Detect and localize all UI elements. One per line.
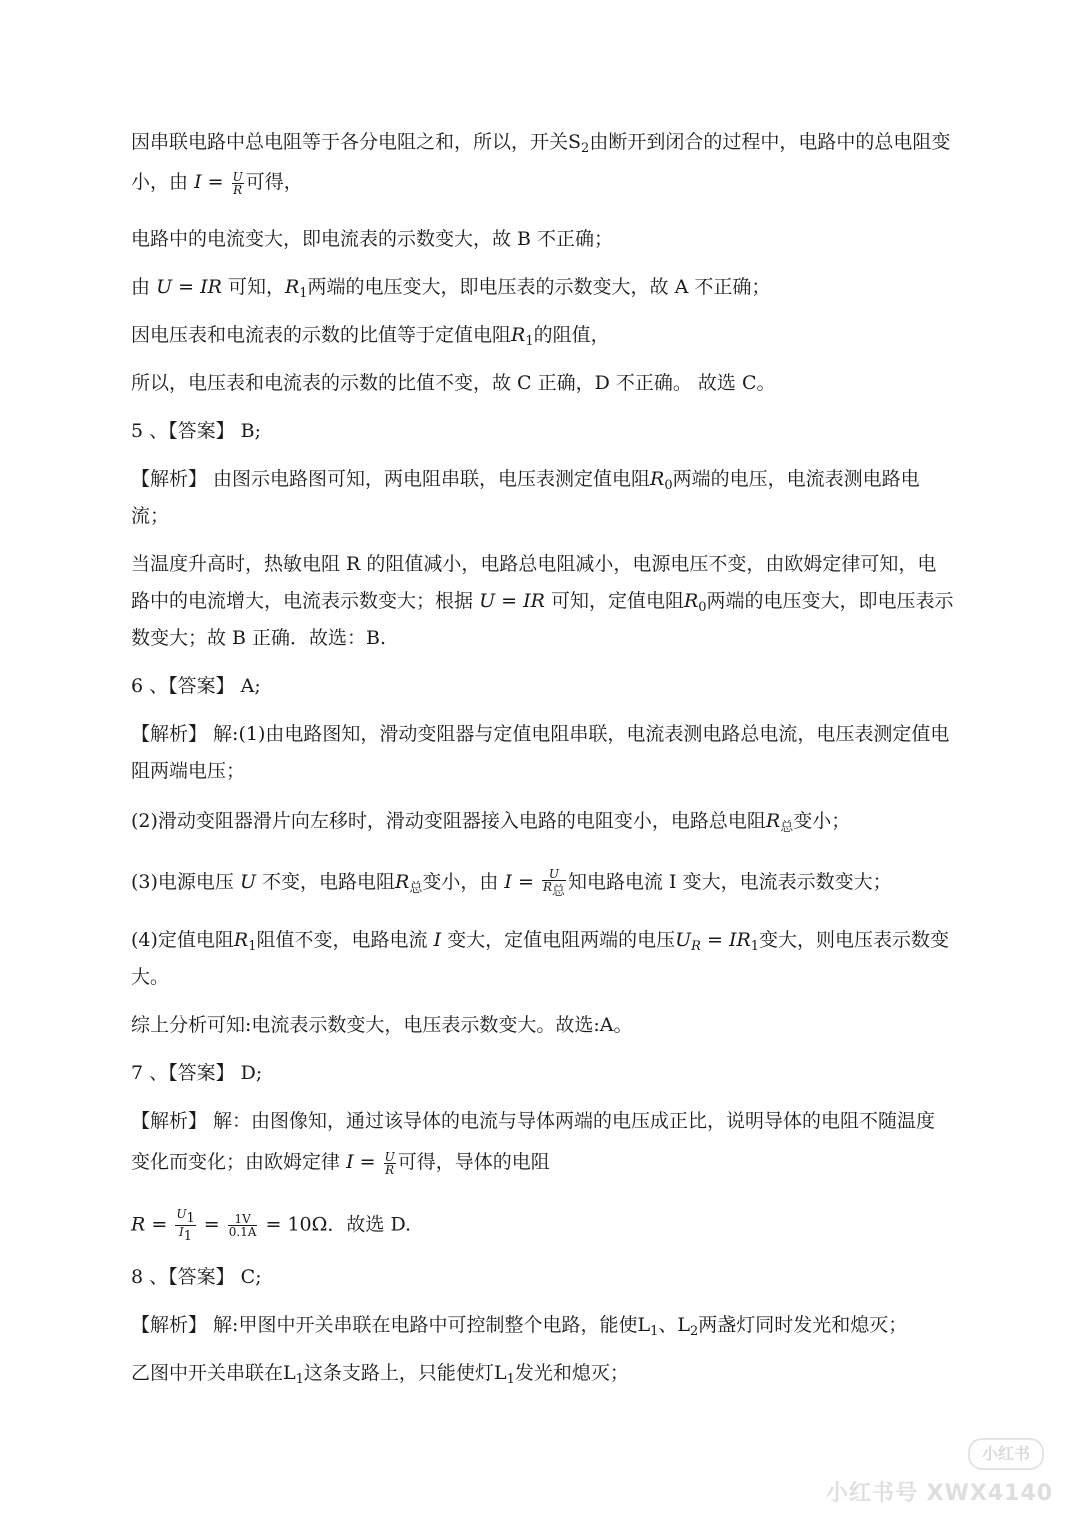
answer-heading: 6 、【答案】 A; xyxy=(131,675,261,697)
text-line: 综上分析可知:电流表示数变大，电压表示数变大。故选:A。 xyxy=(131,1014,633,1036)
text-line: 由 U = IR 可知，$R_1$两端的电压变大，即电压表的示数变大，故 A 不正确； xyxy=(131,276,771,301)
text-line: R = $\frac{U_1}{I_1}$ = $\frac{1V}{0.1A}$ = 10Ω．故选 D. xyxy=(131,1207,412,1244)
text-line: 所以，电压表和电流表的示数的比值不变，故 C 正确，D 不正确。 故选 C。 xyxy=(131,372,776,394)
text-line: 变化而变化；由欧姆定律 I = $\frac{U}{R}$ 可得，导体的电阻 xyxy=(131,1149,550,1177)
text-line: 【解析】 解:(1)由电路图知，滑动变阻器与定值电阻串联，电流表测电路总电流，电压表测定值电 xyxy=(131,723,950,745)
fraction: $\frac{U}{R}$ xyxy=(384,1149,395,1177)
text-line: (2)滑动变阻器滑片向左移时，滑动变阻器接入电路的电阻变小，电路总电阻$R_总$变小； xyxy=(131,810,851,835)
text-line: 乙图中开关串联在$L_1$这条支路上，只能使灯$L_1$发光和熄灭； xyxy=(131,1362,629,1387)
text-line: 因串联电路中总电阻等于各分电阻之和，所以，开关$S_2$由断开到闭合的过程中，电路中的总电阻变 xyxy=(131,131,951,156)
answer-heading: 8 、【答案】 C; xyxy=(131,1266,262,1288)
text-line: 阻两端电压； xyxy=(131,760,246,782)
text-line: 【解析】 解：由图像知，通过该导体的电流与导体两端的电压成正比，说明导体的电阻不随温度 xyxy=(131,1110,936,1132)
text-line: 【解析】 解:甲图中开关串联在电路中可控制整个电路，能使$L_1$、$L_2$两盏灯同时发光和熄灭； xyxy=(131,1314,908,1339)
text-line: (4)定值电阻$R_1$阻值不变，电路电流 I 变大，定值电阻两端的电压$U_R = IR_1$变大，则电压表示数变 xyxy=(131,929,950,954)
fraction: $\frac{U}{R_总}$ xyxy=(542,867,565,899)
text-line: 流； xyxy=(131,505,170,527)
text-line: 因电压表和电流表的示数的比值等于定值电阻$R_1$的阻值， xyxy=(131,324,610,349)
text-line: 数变大；故 B 正确．故选：B. xyxy=(131,627,387,649)
text-line: (3)电源电压 U 不变，电路电阻$R_总$变小，由 I = $\frac{U}{R_总}$ 知电路电流 I 变大，电流表示数变大； xyxy=(131,867,892,899)
text-line: 【解析】 由图示电路图可知，两电阻串联，电压表测定值电阻$R_0$两端的电压，电流表测电路电 xyxy=(131,468,920,493)
text-line: 电路中的电流变大，即电流表的示数变大，故 B 不正确； xyxy=(131,228,614,250)
fraction: $\frac{U}{R}$ xyxy=(232,169,243,197)
answer-heading: 5 、【答案】 B; xyxy=(131,420,262,442)
text-line: 路中的电流增大，电流表示数变大；根据 U = IR 可知，定值电阻$R_0$两端的电压变大，即电压表示 xyxy=(131,590,954,615)
fraction: $\frac{1V}{0.1A}$ xyxy=(228,1212,257,1239)
fraction: $\frac{U_1}{I_1}$ xyxy=(176,1207,195,1244)
answer-heading: 7 、【答案】 D; xyxy=(131,1062,263,1084)
watermark-text: 小红书号 XWX4140 xyxy=(826,1481,1054,1506)
watermark-logo: 小红书 xyxy=(968,1438,1044,1470)
text-line: 小，由 I = $\frac{U}{R}$ 可得， xyxy=(131,169,303,197)
text-line: 大。 xyxy=(131,966,170,988)
text-line: 当温度升高时，热敏电阻 R 的阻值减小，电路总电阻减小，电源电压不变，由欧姆定律可知，电 xyxy=(131,553,937,575)
